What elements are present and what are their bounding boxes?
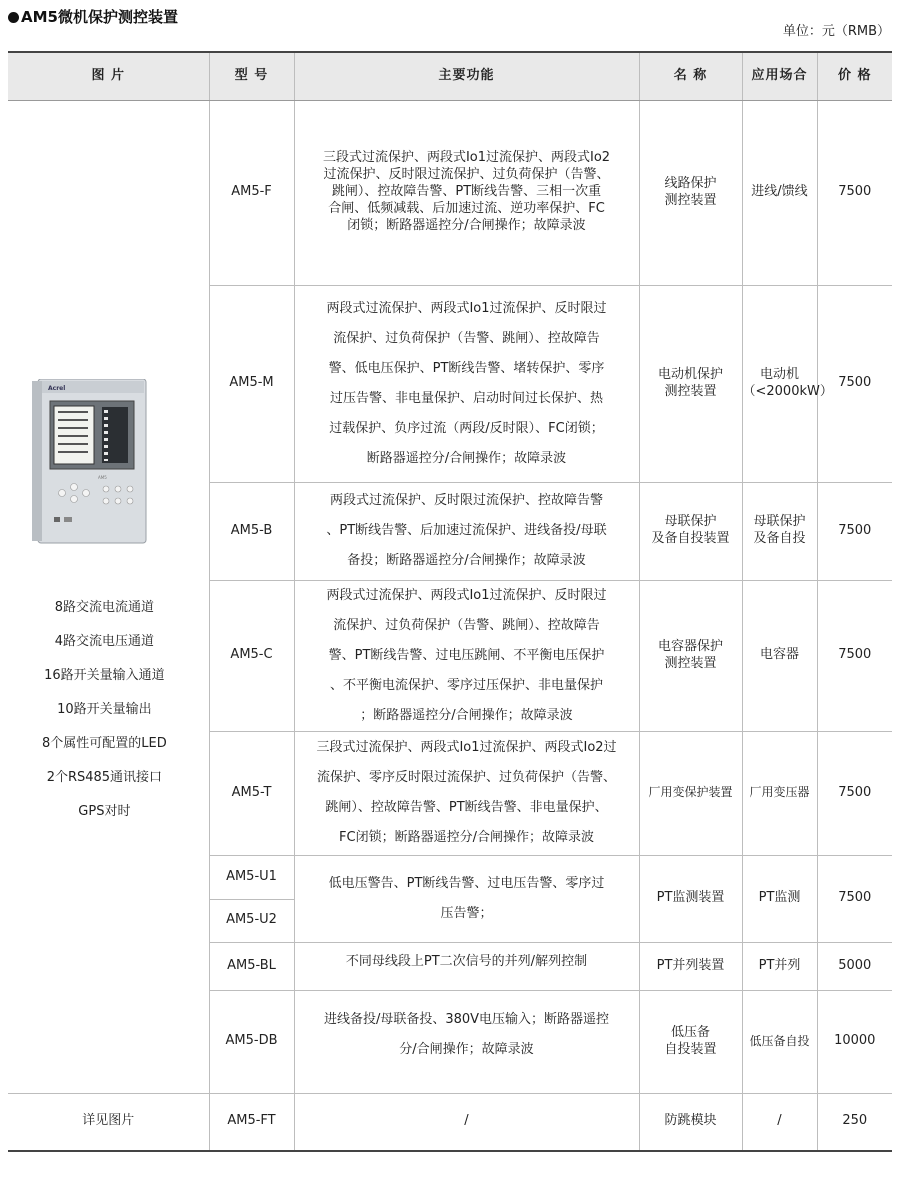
- function-line: 分/合闸操作；故障录波: [399, 1041, 534, 1057]
- model-cell: AM5-DB: [209, 990, 294, 1093]
- name-line: 测控装置: [664, 655, 717, 671]
- name-line: 电动机保护: [657, 366, 723, 382]
- header-row: [8, 52, 892, 100]
- application-line: 母联保护: [753, 514, 806, 530]
- bullet-icon: [8, 12, 19, 23]
- model-cell: AM5-U1: [209, 855, 294, 899]
- function-line: 备投；断路器遥控分/合闸操作；故障录波: [347, 553, 586, 568]
- function-line: 进线备投/母联备投、380V电压输入；断路器遥控: [323, 1011, 610, 1027]
- model-cell: AM5-FT: [209, 1093, 294, 1151]
- function-line: 三段式过流保护、两段式Io1过流保护、两段式Io2: [322, 150, 611, 166]
- name-cell: [639, 580, 742, 731]
- feature-item: 4路交流电压通道: [54, 633, 155, 649]
- model-cell: AM5-U2: [209, 899, 294, 942]
- application-cell: PT并列: [742, 942, 817, 990]
- device-image: [32, 379, 150, 545]
- functions-cell: [294, 855, 639, 942]
- model-cell: AM5-T: [209, 731, 294, 855]
- price-cell: 7500: [817, 100, 892, 285]
- name-cell: [639, 482, 742, 580]
- price-cell: 7500: [817, 482, 892, 580]
- functions-cell: [294, 100, 639, 285]
- function-line: 、不平衡电流保护、零序过压保护、非电量保护: [329, 677, 603, 693]
- function-line: 警、低电压保护、PT断线告警、堵转保护、零序: [328, 360, 605, 376]
- application-line: （<2000kW）: [742, 383, 833, 399]
- function-line: FC闭锁；断路器遥控分/合闸操作；故障录波: [339, 830, 594, 845]
- header-price: 价 格: [817, 52, 892, 100]
- price-table: [8, 51, 892, 1152]
- name-cell: PT监测装置: [639, 855, 742, 942]
- name-line: 电容器保护: [657, 638, 723, 654]
- name-cell: [639, 100, 742, 285]
- model-cell: AM5-B: [209, 482, 294, 580]
- feature-item: 16路开关量输入通道: [44, 667, 165, 683]
- function-line: 过流保护、反时限过流保护、过负荷保护（告警、: [323, 167, 610, 183]
- function-line: 断路器遥控分/合闸操作；故障录波: [366, 450, 567, 466]
- page-title-text: AM5微机保护测控装置: [21, 8, 178, 26]
- name-line: 测控装置: [664, 192, 717, 208]
- feature-list: [42, 591, 167, 829]
- application-cell: 低压备自投: [742, 990, 817, 1093]
- price-cell: 7500: [817, 731, 892, 855]
- model-cell: AM5-BL: [209, 942, 294, 990]
- functions-cell: [294, 731, 639, 855]
- picture-cell: 详见图片: [8, 1093, 209, 1151]
- header-application: 应用场合: [742, 52, 817, 100]
- price-cell: 7500: [817, 580, 892, 731]
- functions-cell: /: [294, 1093, 639, 1151]
- function-line: 三段式过流保护、两段式Io1过流保护、两段式Io2过: [316, 740, 617, 755]
- application-cell: PT监测: [742, 855, 817, 942]
- unit-label: 单位：元（RMB）: [782, 24, 890, 39]
- function-line: 过载保护、负序过流（两段/反时限）、FC闭锁；: [329, 420, 604, 436]
- application-line: 电动机: [759, 366, 799, 382]
- price-cell: 10000: [817, 990, 892, 1093]
- function-line: 闭锁；断路器遥控分/合闸操作；故障录波: [347, 217, 586, 233]
- application-cell: [742, 285, 833, 482]
- model-cell: AM5-C: [209, 580, 294, 731]
- name-cell: [639, 285, 742, 482]
- function-line: 两段式过流保护、两段式Io1过流保护、反时限过: [326, 300, 607, 316]
- device-brand-text: Acrel: [48, 384, 66, 392]
- price-cell: 5000: [817, 942, 892, 990]
- functions-cell: [294, 942, 639, 990]
- function-line: 流保护、零序反时限过流保护、过负荷保护（告警、: [316, 770, 616, 785]
- price-cell: 7500: [817, 855, 892, 942]
- name-cell: PT并列装置: [639, 942, 742, 990]
- functions-cell: [294, 990, 639, 1093]
- function-line: 流保护、过负荷保护（告警、跳闸）、控故障告: [333, 617, 600, 633]
- application-cell: 电容器: [742, 580, 817, 731]
- function-line: 压告警；: [440, 905, 493, 921]
- application-cell: /: [742, 1093, 817, 1151]
- function-line: 、PT断线告警、后加速过流保护、进线备投/母联: [326, 523, 607, 538]
- function-line: ；断路器遥控分/合闸操作；故障录波: [360, 707, 573, 723]
- feature-item: GPS对时: [78, 803, 131, 819]
- header-functions: 主要功能: [294, 52, 639, 100]
- feature-item: 2个RS485通讯接口: [46, 769, 163, 785]
- price-cell: 7500: [817, 285, 892, 482]
- name-cell: 厂用变保护装置: [639, 731, 742, 855]
- page-title: [8, 6, 178, 27]
- function-line: 低电压警告、PT断线告警、过电压告警、零序过: [328, 875, 605, 891]
- table-row: [8, 100, 892, 285]
- header-name: 名 称: [639, 52, 742, 100]
- application-line: 及备自投: [753, 531, 806, 546]
- function-line: 警、PT断线告警、过电压跳闸、不平衡电压保护: [328, 647, 605, 663]
- function-line: 合闸、低频减载、后加速过流、逆功率保护、FC: [328, 200, 605, 216]
- name-line: 测控装置: [664, 383, 717, 399]
- name-cell: [639, 990, 742, 1093]
- name-line: 自投装置: [664, 1041, 717, 1057]
- name-line: 线路保护: [664, 175, 717, 191]
- function-line: 不同母线段上PT二次信号的并列/解列控制: [345, 953, 588, 969]
- header-model: 型 号: [209, 52, 294, 100]
- application-cell: [742, 482, 817, 580]
- model-cell: AM5-M: [209, 285, 294, 482]
- picture-cell: [8, 100, 209, 1093]
- functions-cell: [294, 285, 639, 482]
- functions-cell: [294, 580, 639, 731]
- name-line: 低压备: [670, 1024, 710, 1040]
- function-line: 流保护、过负荷保护（告警、跳闸）、控故障告: [333, 330, 600, 346]
- function-line: 两段式过流保护、两段式Io1过流保护、反时限过: [326, 587, 607, 603]
- function-line: 过压告警、非电量保护、启动时间过长保护、热: [329, 390, 603, 406]
- table-row: [8, 1093, 892, 1151]
- header-picture: 图 片: [8, 52, 209, 100]
- price-cell: 250: [817, 1093, 892, 1151]
- feature-item: 8路交流电流通道: [54, 599, 155, 615]
- device-label-text: AM5: [98, 474, 107, 480]
- name-line: 及备自投装置: [651, 531, 730, 546]
- function-line: 跳闸）、控故障告警、PT断线告警、三相一次重: [331, 184, 602, 200]
- function-line: 跳闸）、控故障告警、PT断线告警、非电量保护、: [325, 800, 608, 815]
- model-cell: AM5-F: [209, 100, 294, 285]
- feature-item: 8个属性可配置的LED: [42, 735, 167, 751]
- name-line: 母联保护: [664, 514, 717, 530]
- name-cell: 防跳模块: [639, 1093, 742, 1151]
- application-cell: 进线/馈线: [742, 100, 817, 285]
- application-cell: 厂用变压器: [742, 731, 817, 855]
- functions-cell: [294, 482, 639, 580]
- feature-item: 10路开关量输出: [57, 701, 152, 717]
- function-line: 两段式过流保护、反时限过流保护、控故障告警: [329, 493, 603, 508]
